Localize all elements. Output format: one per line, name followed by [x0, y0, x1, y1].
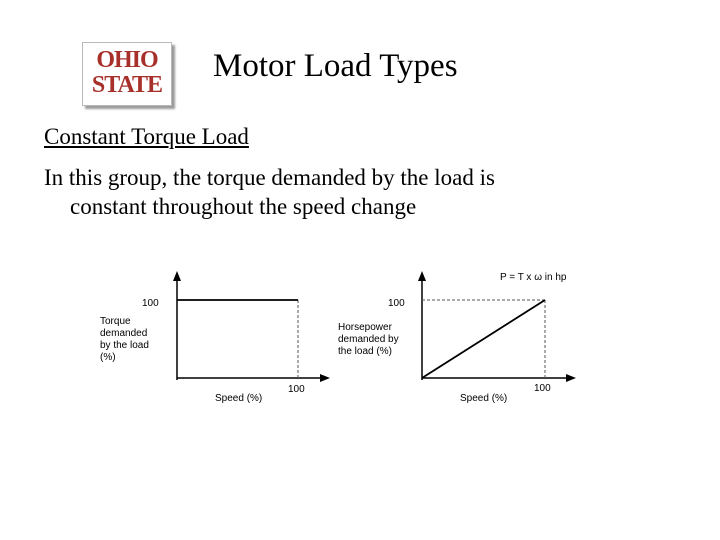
- series-line: [422, 300, 545, 378]
- x-axis-label: Speed (%): [215, 393, 263, 404]
- body-line-1: In this group, the torque demanded by the load is: [44, 165, 495, 190]
- y-tick-label: 100: [142, 298, 159, 309]
- torque-chart: [90, 262, 350, 412]
- subheading: Constant Torque Load: [44, 124, 249, 149]
- y-axis-label-line: demanded by: [338, 334, 399, 345]
- y-tick-label: 100: [388, 298, 405, 309]
- x-axis-label: Speed (%): [460, 393, 508, 404]
- x-axis-arrow: [320, 374, 330, 382]
- body-text: [44, 163, 684, 221]
- y-axis-label-line: the load (%): [338, 346, 392, 357]
- y-axis-label-line: demanded: [100, 328, 148, 339]
- body-line-2: constant throughout the speed change: [70, 194, 417, 219]
- y-axis-label-line: Torque: [100, 316, 131, 327]
- y-axis-arrow: [173, 271, 181, 281]
- y-axis-label: [338, 322, 401, 357]
- y-axis-arrow: [418, 271, 426, 281]
- slide-title: Motor Load Types: [213, 48, 458, 84]
- x-tick-label: 100: [534, 383, 551, 394]
- logo-word-ohio: OHIO: [96, 47, 158, 73]
- ohio-state-logo: [82, 42, 172, 106]
- x-axis-arrow: [566, 374, 576, 382]
- y-axis-label-line: Horsepower: [338, 322, 392, 333]
- logo-word-state: STATE: [91, 72, 163, 98]
- y-axis-label-line: by the load: [100, 340, 149, 351]
- chart-annotation: P = T x ω in hp: [500, 272, 567, 283]
- horsepower-chart: [330, 262, 590, 412]
- y-axis-label: [100, 316, 152, 363]
- x-tick-label: 100: [288, 384, 305, 395]
- y-axis-label-line: (%): [100, 352, 116, 363]
